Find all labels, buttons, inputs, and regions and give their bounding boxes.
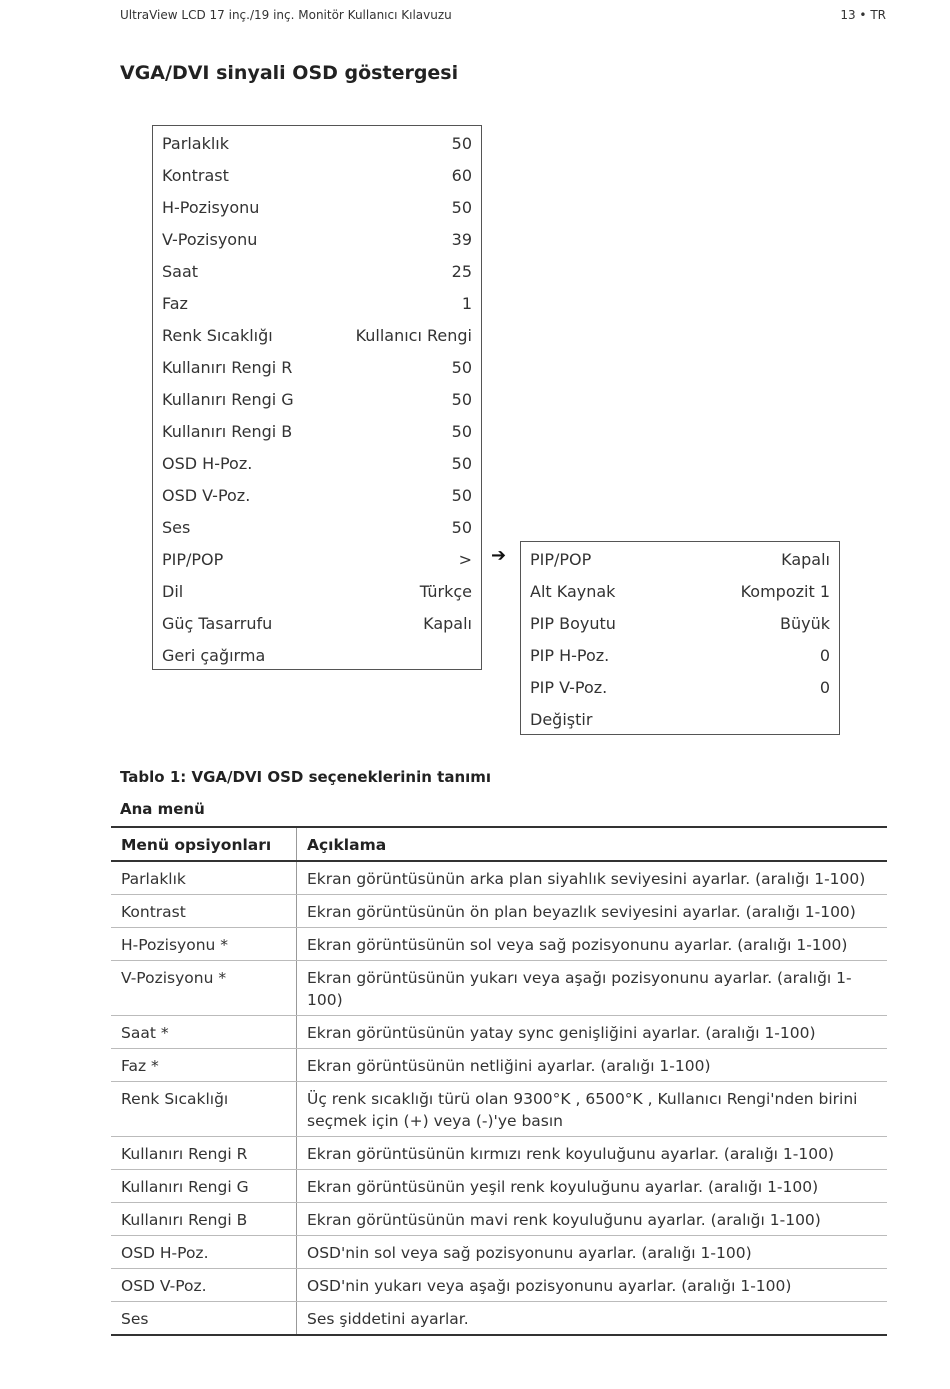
menu-item-label: OSD V-Poz. [162, 485, 251, 505]
description-cell: Ses şiddetini ayarlar. [297, 1302, 888, 1336]
osd-options-table [111, 826, 887, 1336]
menu-item-value: 50 [451, 421, 472, 441]
osd-menu-row [153, 415, 481, 447]
osd-menu-row [153, 575, 481, 607]
table-row [111, 861, 887, 895]
osd-menu-row [153, 447, 481, 479]
description-cell: Ekran görüntüsünün mavi renk koyuluğunu ayarlar. (aralığı 1-100) [297, 1203, 888, 1236]
description-cell: Ekran görüntüsünün yukarı veya aşağı pozisyonunu ayarlar. (aralığı 1-100) [297, 961, 888, 1016]
description-cell: OSD'nin sol veya sağ pozisyonunu ayarlar. (aralığı 1-100) [297, 1236, 888, 1269]
menu-item-label: Kullanırı Rengi G [162, 389, 294, 409]
osd-menu-row [153, 223, 481, 255]
page-number: 13 • TR [840, 8, 886, 22]
menu-item-label: PIP/POP [530, 549, 592, 569]
osd-menu-row [153, 287, 481, 319]
table-row [111, 1170, 887, 1203]
menu-item-value: Kullanıcı Rengi [355, 325, 472, 345]
menu-option-cell: H-Pozisyonu * [111, 928, 297, 961]
menu-item-value: 50 [451, 389, 472, 409]
menu-item-label: Güç Tasarrufu [162, 613, 273, 633]
menu-item-label: OSD H-Poz. [162, 453, 253, 473]
menu-item-label: Renk Sıcaklığı [162, 325, 273, 345]
table-header-row [111, 827, 887, 861]
table-row [111, 1302, 887, 1336]
table-row [111, 1049, 887, 1082]
menu-option-cell: V-Pozisyonu * [111, 961, 297, 1016]
menu-item-label: PIP/POP [162, 549, 224, 569]
description-cell: Ekran görüntüsünün yatay sync genişliğini ayarlar. (aralığı 1-100) [297, 1016, 888, 1049]
menu-item-label: V-Pozisyonu [162, 229, 258, 249]
menu-item-value: Kapalı [423, 613, 472, 633]
table-row [111, 895, 887, 928]
description-cell: Ekran görüntüsünün kırmızı renk koyuluğunu ayarlar. (aralığı 1-100) [297, 1137, 888, 1170]
osd-menu-row [153, 543, 481, 575]
osd-submenu-row [521, 575, 839, 607]
table-row [111, 1082, 887, 1137]
menu-item-value: 39 [451, 229, 472, 249]
menu-item-label: Kullanırı Rengi R [162, 357, 293, 377]
osd-submenu-row [521, 671, 839, 703]
osd-submenu-row [521, 607, 839, 639]
column-header-menu-options: Menü opsiyonları [111, 827, 297, 861]
menu-item-label: Kontrast [162, 165, 229, 185]
osd-menu-row [153, 255, 481, 287]
menu-item-value: 50 [451, 197, 472, 217]
osd-menu-row [153, 319, 481, 351]
description-cell: Ekran görüntüsünün sol veya sağ pozisyonunu ayarlar. (aralığı 1-100) [297, 928, 888, 961]
menu-item-label: PIP Boyutu [530, 613, 616, 633]
osd-menu-row [153, 127, 481, 159]
menu-item-value: 0 [819, 645, 830, 665]
menu-option-cell: Kullanırı Rengi G [111, 1170, 297, 1203]
menu-item-label: PIP H-Poz. [530, 645, 610, 665]
description-cell: Ekran görüntüsünün yeşil renk koyuluğunu ayarlar. (aralığı 1-100) [297, 1170, 888, 1203]
running-header-title: UltraView LCD 17 inç./19 inç. Monitör Kullanıcı Kılavuzu [120, 8, 452, 22]
osd-menu-row [153, 479, 481, 511]
menu-option-cell: Kontrast [111, 895, 297, 928]
table-row [111, 928, 887, 961]
menu-item-value: > [458, 549, 472, 569]
description-cell: Üç renk sıcaklığı türü olan 9300°K , 6500°K , Kullanıcı Rengi'nden birini seçmek için (+) veya (-)'ye basın [297, 1082, 888, 1137]
menu-item-value: 50 [451, 517, 472, 537]
description-cell: Ekran görüntüsünün arka plan siyahlık seviyesini ayarlar. (aralığı 1-100) [297, 861, 888, 895]
description-cell: Ekran görüntüsünün ön plan beyazlık seviyesini ayarlar. (aralığı 1-100) [297, 895, 888, 928]
section-title: VGA/DVI sinyali OSD göstergesi [120, 62, 459, 84]
menu-item-value: Kapalı [781, 549, 830, 569]
menu-item-label: Geri çağırma [162, 645, 266, 665]
column-header-description: Açıklama [297, 827, 888, 861]
table-row [111, 1203, 887, 1236]
table-caption: Tablo 1: VGA/DVI OSD seçeneklerinin tanımı [120, 768, 492, 786]
menu-item-value: 50 [451, 453, 472, 473]
table-subcaption: Ana menü [120, 800, 205, 818]
osd-submenu-row [521, 703, 839, 735]
menu-item-value: Büyük [780, 613, 830, 633]
menu-option-cell: OSD H-Poz. [111, 1236, 297, 1269]
menu-item-label: Alt Kaynak [530, 581, 616, 601]
menu-item-value: Türkçe [419, 581, 472, 601]
osd-menu-row [153, 511, 481, 543]
menu-item-label: Kullanırı Rengi B [162, 421, 293, 441]
osd-menu-row [153, 383, 481, 415]
menu-item-value: 0 [819, 677, 830, 697]
arrow-right-icon: ➔ [491, 545, 507, 566]
menu-option-cell: Faz * [111, 1049, 297, 1082]
menu-item-value: 50 [451, 485, 472, 505]
menu-item-label: Faz [162, 293, 188, 313]
menu-option-cell: Renk Sıcaklığı [111, 1082, 297, 1137]
menu-item-label: Ses [162, 517, 191, 537]
osd-menu-row [153, 351, 481, 383]
menu-item-label: PIP V-Poz. [530, 677, 608, 697]
menu-item-value: Kompozit 1 [740, 581, 830, 601]
description-cell: OSD'nin yukarı veya aşağı pozisyonunu ayarlar. (aralığı 1-100) [297, 1269, 888, 1302]
menu-item-value: 50 [451, 357, 472, 377]
description-cell: Ekran görüntüsünün netliğini ayarlar. (aralığı 1-100) [297, 1049, 888, 1082]
menu-option-cell: Kullanırı Rengi B [111, 1203, 297, 1236]
table-row [111, 1016, 887, 1049]
menu-option-cell: Kullanırı Rengi R [111, 1137, 297, 1170]
menu-option-cell: Parlaklık [111, 861, 297, 895]
menu-item-value: 1 [461, 293, 472, 313]
table-row [111, 1137, 887, 1170]
menu-item-value: 50 [451, 133, 472, 153]
menu-option-cell: Ses [111, 1302, 297, 1336]
osd-submenu-row [521, 639, 839, 671]
menu-item-label: H-Pozisyonu [162, 197, 260, 217]
menu-item-label: Saat [162, 261, 199, 281]
menu-option-cell: Saat * [111, 1016, 297, 1049]
osd-submenu-row [521, 543, 839, 575]
osd-menu-row [153, 639, 481, 671]
menu-item-label: Dil [162, 581, 184, 601]
table-row [111, 1236, 887, 1269]
menu-item-label: Parlaklık [162, 133, 229, 153]
osd-main-menu [152, 125, 482, 670]
menu-item-value: 60 [451, 165, 472, 185]
osd-menu-row [153, 159, 481, 191]
menu-option-cell: OSD V-Poz. [111, 1269, 297, 1302]
osd-menu-row [153, 191, 481, 223]
osd-menu-row [153, 607, 481, 639]
menu-item-label: Değiştir [530, 709, 593, 729]
osd-pip-submenu [520, 541, 840, 735]
menu-item-value: 25 [451, 261, 472, 281]
table-row [111, 1269, 887, 1302]
table-row [111, 961, 887, 1016]
